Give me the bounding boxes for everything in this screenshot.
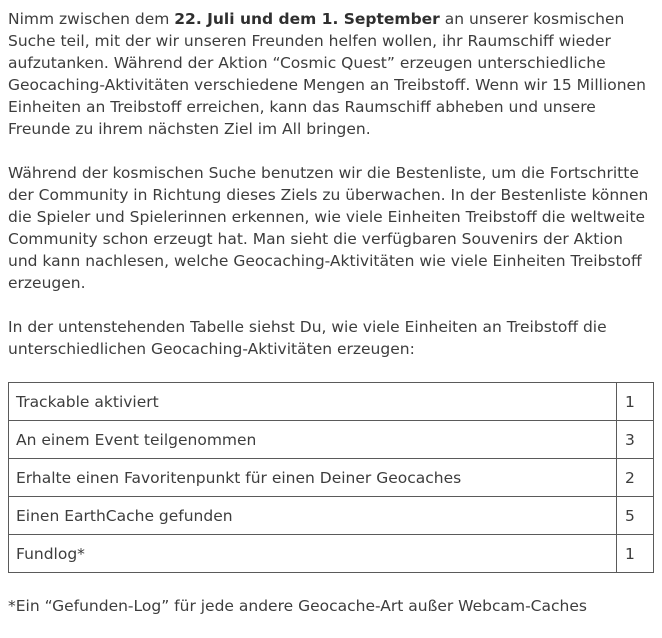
table-row [9, 459, 654, 497]
activity-cell: Fundlog* [9, 535, 617, 573]
units-cell: 1 [617, 535, 654, 573]
activity-cell: Erhalte einen Favoritenpunkt für einen Deiner Geocaches [9, 459, 617, 497]
table-row [9, 497, 654, 535]
intro-paragraph [8, 8, 654, 140]
activity-cell: Trackable aktiviert [9, 383, 617, 421]
units-cell: 3 [617, 421, 654, 459]
fuel-units-table [8, 382, 654, 573]
footnote: *Ein “Gefunden-Log” für jede andere Geocache-Art außer Webcam-Caches [8, 597, 587, 615]
units-cell: 2 [617, 459, 654, 497]
table-row [9, 421, 654, 459]
table-row [9, 383, 654, 421]
leaderboard-paragraph: Während der kosmischen Suche benutzen wir die Bestenliste, um die Fortschritte der Community in Richtung dieses Ziels zu überwachen. In der Bestenliste können die Spieler und Spielerinnen erkennen, wie viele Einheiten Treibstoff die weltweite Community schon erzeugt hat. Man sieht die verfügbaren Souvenirs der Aktion und kann nachlesen, welche Geocaching-Aktivitäten wie viele Einheiten Treibstoff erzeugen. [8, 164, 649, 292]
units-cell: 5 [617, 497, 654, 535]
table-intro-paragraph: In der untenstehenden Tabelle siehst Du, wie viele Einheiten an Treibstoff die unterschiedlichen Geocaching-Aktivitäten erzeugen: [8, 318, 607, 358]
intro-pre: Nimm zwischen dem [8, 10, 175, 28]
activity-cell: An einem Event teilgenommen [9, 421, 617, 459]
intro-post: an unserer kosmischen Suche teil, mit der wir unseren Freunden helfen wollen, ihr Raumschiff wieder aufzutanken. Während der Aktion “Cosmic Quest” erzeugen unterschiedliche Geocaching-Aktivitäten verschiedene Mengen an Treibstoff. Wenn wir 15 Millionen Einheiten an Treibstoff erreichen, kann das Raumschiff abheben und unsere Freunde zu ihrem nächsten Ziel im All bringen. [8, 10, 646, 138]
event-dates: 22. Juli und dem 1. September [174, 10, 440, 28]
table-row [9, 535, 654, 573]
activity-cell: Einen EarthCache gefunden [9, 497, 617, 535]
units-cell: 1 [617, 383, 654, 421]
